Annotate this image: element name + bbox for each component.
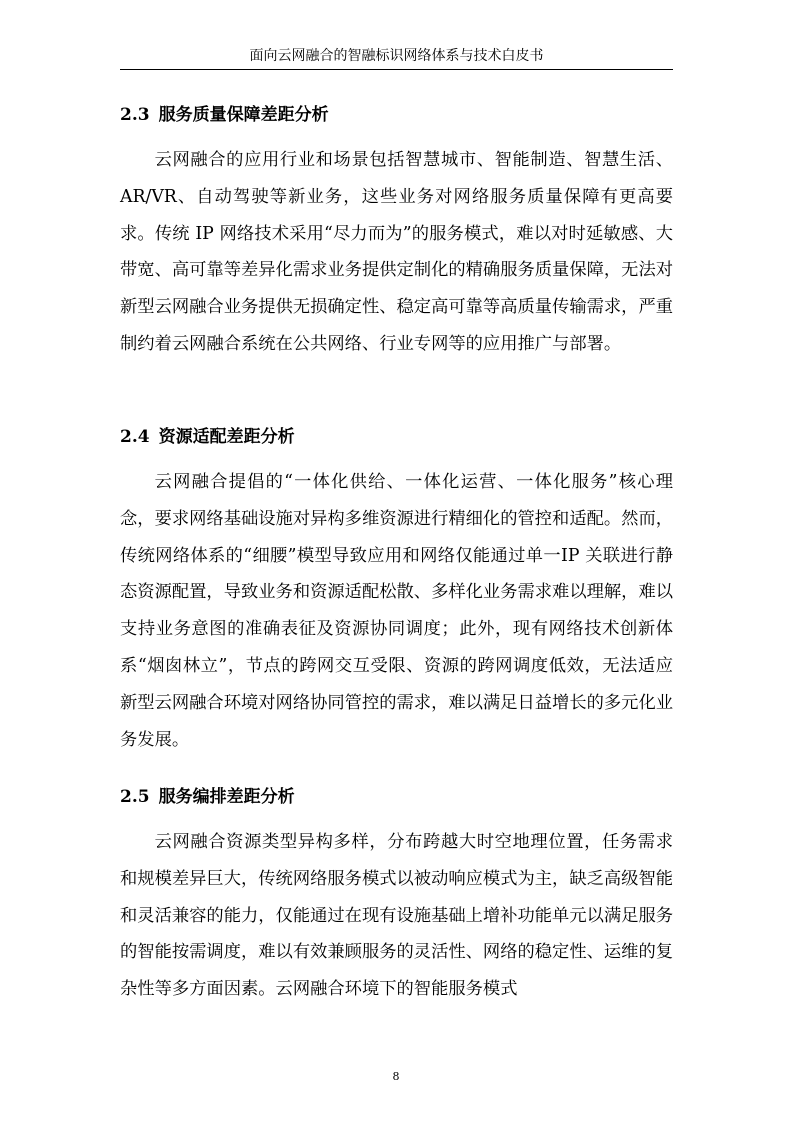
section-number: 2.3 — [120, 105, 150, 125]
running-header: 面向云网融合的智融标识网络体系与技术白皮书 — [249, 48, 544, 64]
section-heading-2-3 — [120, 103, 673, 127]
section-2-4-paragraph: 云网融合提倡的“一体化供给、一体化运营、一体化服务”核心理念，要求网络基础设施对异构多维资源进行精细化的管控和适配。然而，传统网络体系的“细腰”模型导致应用和网络仅能通过单一IP 关联进行静态资源配置，导致业务和资源适配松散、多样化业务需求难以理解，难以支持业务意图的准确表征及资源协同调度；此外，现有网络技术创新体系“烟囱林立”，节点的跨网交互受限、资源的跨网调度低效，无法适应新型云网融合环境对网络协同管控的需求，难以满足日益增长的多元化业务发展。 — [120, 472, 674, 750]
section-2-5-paragraph: 云网融合资源类型异构多样，分布跨越大时空地理位置，任务需求和规模差异巨大，传统网络服务模式以被动响应模式为主，缺乏高级智能和灵活兼容的能力，仅能通过在现有设施基础上增补功能单元以满足服务的智能按需调度，难以有效兼顾服务的灵活性、网络的稳定性、运维的复杂性等多方面因素。云网融合环境下的智能服务模式 — [120, 832, 674, 1000]
section-number: 2.4 — [120, 427, 150, 447]
section-heading-2-5 — [120, 785, 673, 809]
header-rule — [120, 69, 673, 70]
page-number: 8 — [392, 1070, 400, 1083]
section-title: 服务编排差距分析 — [158, 787, 295, 807]
section-title: 资源适配差距分析 — [158, 427, 295, 447]
section-heading-2-4 — [120, 425, 673, 449]
section-2-3-paragraph: 云网融合的应用行业和场景包括智慧城市、智能制造、智慧生活、AR/VR、自动驾驶等新业务，这些业务对网络服务质量保障有更高要求。传统 IP 网络技术采用“尽力而为”的服务模式，难以对时延敏感、大带宽、高可靠等差异化需求业务提供定制化的精确服务质量保障，无法对新型云网融合业务提供无损确定性、稳定高可靠等高质量传输需求，严重制约着云网融合系统在公共网络、行业专网等的应用推广与部署。 — [120, 150, 674, 354]
section-title: 服务质量保障差距分析 — [158, 105, 329, 125]
section-number: 2.5 — [120, 787, 150, 807]
